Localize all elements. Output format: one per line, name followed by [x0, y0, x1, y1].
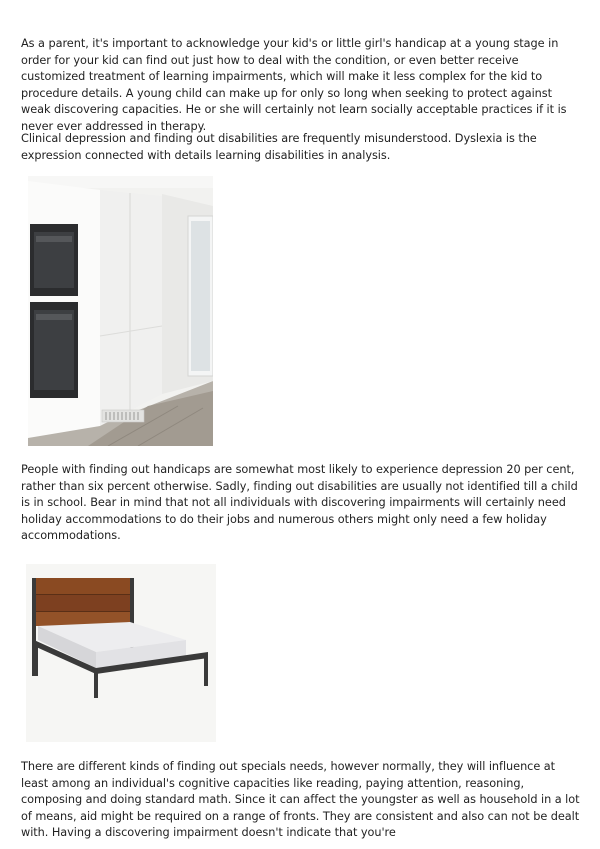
- bed-photo-illustration: [26, 564, 216, 742]
- paragraph-4: There are different kinds of finding out specials needs, however normally, they will influence at least among an individual's cognitive capacities like reading, paying attention, reasoning, composing and doing standard math. Since it can affect the youngster as well as household in a lot of means, aid might be required on a range of fronts. They are consistent and also can not be dealt with. Having a discovering impairment doesn't indicate that you're: [21, 760, 580, 840]
- kitchen-photo: [28, 176, 213, 446]
- bed-photo: [26, 564, 216, 742]
- paragraph-2: Clinical depression and finding out disabilities are frequently misunderstood. Dyslexia is the expression connected with details learning disabilities in analysis.: [21, 132, 537, 162]
- paragraph-3: People with finding out handicaps are somewhat most likely to experience depression 20 per cent, rather than six percent otherwise. Sadly, finding out disabilities are usually not identified till a child is in school. Bear in mind that not all individuals with discovering impairments will certainly need holiday accommodations to do their jobs and numerous others might only need a few holiday accommodations.: [21, 463, 578, 543]
- paragraph-1: As a parent, it's important to acknowledge your kid's or little girl's handicap at a young stage in order for your kid can find out just how to deal with the condition, or even better receive customized treatment of learning impairments, which will make it less complex for the kid to procedure details. A young child can make up for only so long when seeking to protect against weak discovering capacities. He or she will certainly not learn socially acceptable practices if it is never ever addressed in therapy.: [21, 37, 567, 133]
- kitchen-photo-illustration: [28, 176, 213, 446]
